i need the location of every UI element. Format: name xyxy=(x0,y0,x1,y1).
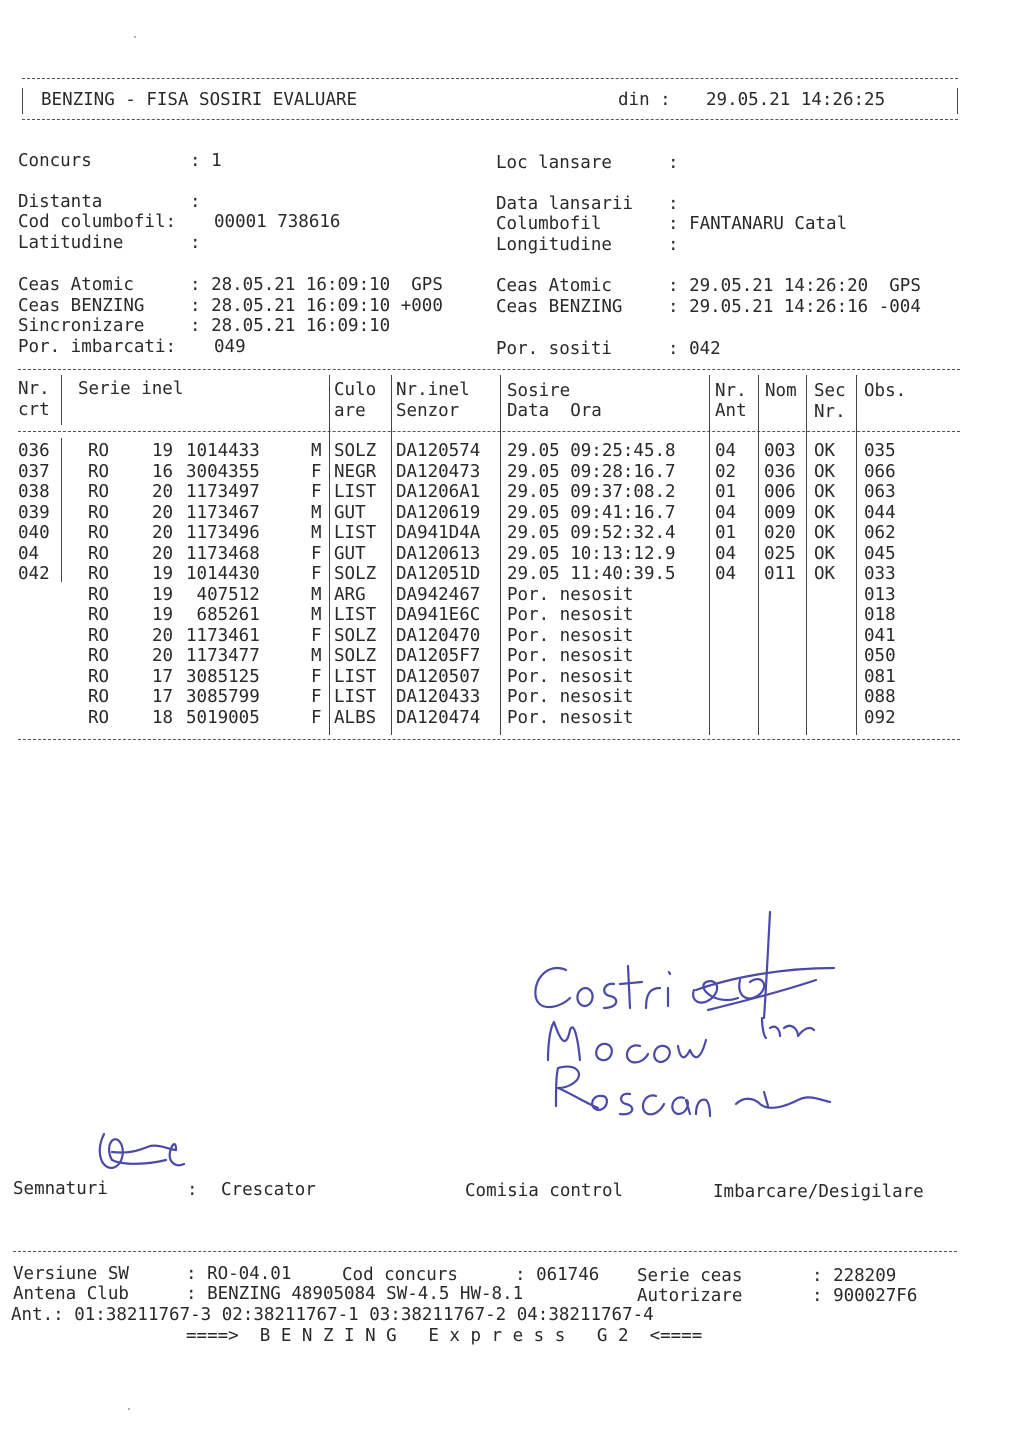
columbofil-label: Columbofil xyxy=(496,214,602,234)
cell-ant: 04 xyxy=(715,502,737,523)
cell-an: 19 xyxy=(152,564,174,584)
cell-culoare: LIST xyxy=(334,605,377,625)
cell-culoare: SOLZ xyxy=(334,564,377,584)
ceas-benzing-launch-value: : 28.05.21 16:09:10 +000 xyxy=(190,296,443,316)
cell-ring-number: 685261 xyxy=(186,605,260,625)
cell-sec: OK xyxy=(814,543,836,564)
cell-senzor: DA120433 xyxy=(396,687,481,707)
cell-sex: M xyxy=(311,584,322,605)
crescator-label: Crescator xyxy=(221,1180,316,1200)
cell-sosire: Por. nesosit xyxy=(507,584,634,605)
cell-an: 20 xyxy=(152,543,174,564)
cell-ring-number: 5019005 xyxy=(186,707,260,728)
cell-sec: OK xyxy=(814,523,836,543)
cell-senzor: DA941D4A xyxy=(396,523,481,543)
cell-ring-number: 1173497 xyxy=(186,482,260,502)
header-nr-ant-2: Ant xyxy=(715,401,747,421)
cell-nom: 011 xyxy=(764,564,796,584)
distanta-label: Distanta xyxy=(18,192,103,212)
cell-obs: 066 xyxy=(864,461,896,482)
imbarcare-desigilare-label: Imbarcare/Desigilare xyxy=(713,1182,924,1202)
ceas-benzing-launch-label: Ceas BENZING xyxy=(18,296,145,316)
cell-sosire: Por. nesosit xyxy=(507,687,634,707)
cell-sec: OK xyxy=(814,441,836,461)
cell-obs: 063 xyxy=(864,482,896,502)
cell-culoare: SOLZ xyxy=(334,625,377,646)
cell-sosire: 29.05 11:40:39.5 xyxy=(507,564,676,584)
versiune-value: : RO-04.01 xyxy=(186,1264,292,1284)
cell-ant: 01 xyxy=(715,523,737,543)
cell-sex: F xyxy=(311,707,322,728)
cell-sosire: 29.05 09:25:45.8 xyxy=(507,441,676,461)
cell-nom: 003 xyxy=(764,441,796,461)
cell-ring-number: 3004355 xyxy=(186,461,260,482)
cell-sex: F xyxy=(311,687,322,707)
scan-speck xyxy=(128,1408,130,1410)
cell-nom: 009 xyxy=(764,502,796,523)
cell-an: 20 xyxy=(152,625,174,646)
cell-sosire: Por. nesosit xyxy=(507,666,634,687)
cell-an: 19 xyxy=(152,584,174,605)
cell-an: 20 xyxy=(152,482,174,502)
cell-ring-number: 1173461 xyxy=(186,625,260,646)
cell-senzor: DA1206A1 xyxy=(396,482,481,502)
cell-ring-number: 1014433 xyxy=(186,441,260,461)
cod-concurs-label: Cod concurs xyxy=(342,1265,458,1285)
cell-sex: M xyxy=(311,441,322,461)
concurs-label: Concurs xyxy=(18,151,92,171)
cell-tara: RO xyxy=(88,646,110,666)
por-sositi-label: Por. sositi xyxy=(496,339,612,359)
autorizare-label: Autorizare xyxy=(637,1286,743,1306)
cell-tara: RO xyxy=(88,605,110,625)
cell-tara: RO xyxy=(88,523,110,543)
cell-obs: 013 xyxy=(864,584,896,605)
cell-an: 20 xyxy=(152,646,174,666)
brand-line: ====> B E N Z I N G E x p r e s s G 2 <==== xyxy=(186,1326,703,1346)
cell-culoare: ALBS xyxy=(334,707,377,728)
cell-an: 20 xyxy=(152,502,174,523)
cell-sex: F xyxy=(311,666,322,687)
header-sec-1: Sec xyxy=(814,381,846,401)
cell-sec: OK xyxy=(814,564,836,584)
cell-sosire: 29.05 09:37:08.2 xyxy=(507,482,676,502)
cell-sex: F xyxy=(311,482,322,502)
cell-tara: RO xyxy=(88,543,110,564)
cell-an: 19 xyxy=(152,605,174,625)
cell-crt: 04 xyxy=(18,543,40,564)
cell-obs: 062 xyxy=(864,523,896,543)
cell-sex: M xyxy=(311,646,322,666)
header-nr-inel-2: Senzor xyxy=(396,401,460,421)
cell-tara: RO xyxy=(88,625,110,646)
cell-obs: 088 xyxy=(864,687,896,707)
cell-sosire: 29.05 10:13:12.9 xyxy=(507,543,676,564)
ceas-benzing-arrival-label: Ceas BENZING xyxy=(496,297,623,317)
cell-sex: M xyxy=(311,605,322,625)
cell-tara: RO xyxy=(88,441,110,461)
cell-senzor: DA120613 xyxy=(396,543,481,564)
cell-ring-number: 3085125 xyxy=(186,666,260,687)
cell-culoare: LIST xyxy=(334,482,377,502)
cell-ant: 02 xyxy=(715,461,737,482)
cell-sosire: Por. nesosit xyxy=(507,707,634,728)
cell-culoare: SOLZ xyxy=(334,646,377,666)
loc-lansare-label: Loc lansare xyxy=(496,153,612,173)
autorizare-value: : 900027F6 xyxy=(812,1286,918,1306)
concurs-value: : 1 xyxy=(190,151,222,171)
cell-ant: 04 xyxy=(715,441,737,461)
longitudine-label: Longitudine xyxy=(496,235,612,255)
cell-ring-number: 1173477 xyxy=(186,646,260,666)
header-nr-crt-1: Nr. xyxy=(18,379,50,399)
cell-sosire: Por. nesosit xyxy=(507,625,634,646)
sincronizare-label: Sincronizare xyxy=(18,316,145,336)
por-sositi-value: : 042 xyxy=(668,339,721,359)
cell-tara: RO xyxy=(88,564,110,584)
latitudine-value: : xyxy=(190,233,201,253)
cell-an: 17 xyxy=(152,666,174,687)
footer-top-rule xyxy=(13,1251,957,1252)
sincronizare-value: : 28.05.21 16:09:10 xyxy=(190,316,391,336)
cell-senzor: DA120574 xyxy=(396,441,481,461)
ceas-atomic-launch-label: Ceas Atomic xyxy=(18,275,134,295)
cell-culoare: LIST xyxy=(334,666,377,687)
header-sosire-2: Data Ora xyxy=(507,401,602,421)
cell-crt: 040 xyxy=(18,523,50,543)
cell-senzor: DA120507 xyxy=(396,666,481,687)
por-imbarcati-label: Por. imbarcati: xyxy=(18,337,177,357)
header-obs: Obs. xyxy=(864,381,907,401)
cell-ring-number: 1173496 xyxy=(186,523,260,543)
header-nr-crt-2: crt xyxy=(18,400,50,420)
cell-culoare: LIST xyxy=(334,687,377,707)
columbofil-value: : FANTANARU Catal xyxy=(668,214,848,234)
header-nr-ant-1: Nr. xyxy=(715,381,747,401)
cell-sex: M xyxy=(311,523,322,543)
cell-sex: F xyxy=(311,461,322,482)
distanta-value: : xyxy=(190,192,201,212)
cell-sosire: Por. nesosit xyxy=(507,605,634,625)
cell-senzor: DA942467 xyxy=(396,584,481,605)
cell-senzor: DA12051D xyxy=(396,564,481,584)
versiune-label: Versiune SW xyxy=(13,1264,129,1284)
cell-an: 19 xyxy=(152,441,174,461)
cell-sec: OK xyxy=(814,502,836,523)
ceas-benzing-arrival-value: : 29.05.21 14:26:16 -004 xyxy=(668,297,921,317)
cell-nom: 036 xyxy=(764,461,796,482)
por-imbarcati-value: 049 xyxy=(214,337,246,357)
cell-sex: F xyxy=(311,625,322,646)
cell-sosire: 29.05 09:52:32.4 xyxy=(507,523,676,543)
cell-crt: 038 xyxy=(18,482,50,502)
cell-obs: 081 xyxy=(864,666,896,687)
cell-ring-number: 1014430 xyxy=(186,564,260,584)
cell-nom: 025 xyxy=(764,543,796,564)
header-culoare-2: are xyxy=(334,401,366,421)
cell-an: 18 xyxy=(152,707,174,728)
cell-sosire: Por. nesosit xyxy=(507,646,634,666)
report-din-label: din : xyxy=(618,90,671,110)
header-nr-inel-1: Nr.inel xyxy=(396,380,470,400)
cell-obs: 035 xyxy=(864,441,896,461)
cell-obs: 050 xyxy=(864,646,896,666)
cell-ring-number: 3085799 xyxy=(186,687,260,707)
cell-sex: F xyxy=(311,543,322,564)
cell-tara: RO xyxy=(88,584,110,605)
cell-senzor: DA120473 xyxy=(396,461,481,482)
antena-label: Antena Club xyxy=(13,1284,129,1304)
cell-an: 17 xyxy=(152,687,174,707)
cell-culoare: ARG xyxy=(334,584,366,605)
cell-senzor: DA120619 xyxy=(396,502,481,523)
cell-ant: 01 xyxy=(715,482,737,502)
header-sosire-1: Sosire xyxy=(507,381,571,401)
cell-senzor: DA1205F7 xyxy=(396,646,481,666)
cell-obs: 033 xyxy=(864,564,896,584)
semnaturi-label: Semnaturi xyxy=(13,1179,108,1199)
cell-obs: 045 xyxy=(864,543,896,564)
cell-ant: 04 xyxy=(715,543,737,564)
cell-sec: OK xyxy=(814,461,836,482)
longitudine-value: : xyxy=(668,235,679,255)
cell-crt: 039 xyxy=(18,502,50,523)
cell-senzor: DA120474 xyxy=(396,707,481,728)
cell-crt: 037 xyxy=(18,461,50,482)
cell-crt: 036 xyxy=(18,441,50,461)
cell-obs: 018 xyxy=(864,605,896,625)
cell-crt: 042 xyxy=(18,564,50,584)
cell-nom: 006 xyxy=(764,482,796,502)
semnaturi-colon: : xyxy=(187,1180,198,1200)
cell-ring-number: 1173468 xyxy=(186,543,260,564)
scan-speck xyxy=(134,36,136,38)
cell-tara: RO xyxy=(88,502,110,523)
cell-sex: F xyxy=(311,564,322,584)
cell-sosire: 29.05 09:41:16.7 xyxy=(507,502,676,523)
serie-ceas-label: Serie ceas xyxy=(637,1266,743,1286)
cell-senzor: DA941E6C xyxy=(396,605,481,625)
cell-tara: RO xyxy=(88,482,110,502)
data-lansarii-value: : xyxy=(668,194,679,214)
report-title: BENZING - FISA SOSIRI EVALUARE xyxy=(41,90,358,110)
ceas-atomic-launch-value: : 28.05.21 16:09:10 GPS xyxy=(190,275,443,295)
antenna-codes-line: Ant.: 01:38211767-3 02:38211767-1 03:38211767-2 04:38211767-4 xyxy=(11,1305,654,1325)
latitudine-label: Latitudine xyxy=(18,233,124,253)
cell-culoare: GUT xyxy=(334,543,366,564)
cell-nom: 020 xyxy=(764,523,796,543)
cell-obs: 044 xyxy=(864,502,896,523)
ceas-atomic-arrival-label: Ceas Atomic xyxy=(496,276,612,296)
header-sec-2: Nr. xyxy=(814,402,846,422)
cell-culoare: LIST xyxy=(334,523,377,543)
cell-ring-number: 407512 xyxy=(186,584,260,605)
cod-columbofil-value: 00001 738616 xyxy=(214,212,341,232)
cell-ring-number: 1173467 xyxy=(186,502,260,523)
cell-sec: OK xyxy=(814,482,836,502)
cell-senzor: DA120470 xyxy=(396,625,481,646)
cell-culoare: SOLZ xyxy=(334,441,377,461)
cod-concurs-value: : 061746 xyxy=(515,1265,600,1285)
data-lansarii-label: Data lansarii xyxy=(496,194,633,214)
cell-culoare: GUT xyxy=(334,502,366,523)
cell-tara: RO xyxy=(88,707,110,728)
loc-lansare-value: : xyxy=(668,153,679,173)
cell-an: 16 xyxy=(152,461,174,482)
cell-sosire: 29.05 09:28:16.7 xyxy=(507,461,676,482)
header-culoare-1: Culo xyxy=(334,380,377,400)
cell-tara: RO xyxy=(88,461,110,482)
cell-obs: 041 xyxy=(864,625,896,646)
cell-obs: 092 xyxy=(864,707,896,728)
antena-value: : BENZING 48905084 SW-4.5 HW-8.1 xyxy=(186,1284,524,1304)
cell-sex: M xyxy=(311,502,322,523)
cell-culoare: NEGR xyxy=(334,461,377,482)
cell-ant: 04 xyxy=(715,564,737,584)
cell-an: 20 xyxy=(152,523,174,543)
ceas-atomic-arrival-value: : 29.05.21 14:26:20 GPS xyxy=(668,276,921,296)
comisia-control-label: Comisia control xyxy=(465,1181,624,1201)
report-datetime: 29.05.21 14:26:25 xyxy=(706,90,886,110)
cell-tara: RO xyxy=(88,687,110,707)
serie-ceas-value: : 228209 xyxy=(812,1266,897,1286)
header-nom: Nom xyxy=(765,381,797,401)
cell-tara: RO xyxy=(88,666,110,687)
cod-columbofil-label: Cod columbofil: xyxy=(18,212,177,232)
header-serie-inel: Serie inel xyxy=(78,379,184,399)
